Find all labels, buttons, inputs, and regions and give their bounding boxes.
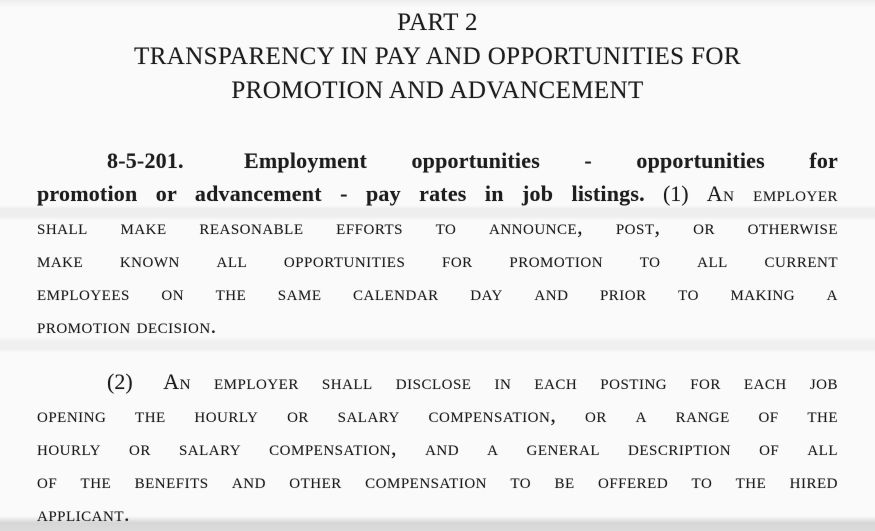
statute-text-line: opening the hourly or salary compensation, or a range of the	[37, 402, 838, 427]
subsection-2-marker: (2)	[107, 369, 133, 394]
part-number: PART 2	[397, 9, 478, 36]
statute-text-line	[37, 365, 838, 398]
statute-text-line: hourly or salary compensation, and a general description of all	[37, 435, 838, 460]
statute-text-line: An employer shall disclose in each posting for each job	[163, 369, 838, 394]
statute-text-line: make known all opportunities for promotion to all current	[37, 247, 838, 272]
statute-text-line: employees on the same calendar day and prior to making a	[37, 280, 838, 305]
statute-text-line: shall make reasonable efforts to announce, post, or otherwise	[37, 214, 838, 239]
subsection-1-paragraph	[37, 144, 838, 342]
subsection-2-paragraph	[37, 365, 838, 530]
statute-text-line: of the benefits and other compensation to be offered to the hired	[37, 468, 838, 493]
subsection-1-marker: (1)	[662, 181, 689, 206]
statute-text-line: promotion decision.	[37, 313, 217, 338]
statute-text-line: An employer	[706, 181, 839, 206]
catchline-text-1: Employment opportunities - opportunities for	[244, 148, 839, 173]
part-title-line-1: TRANSPARENCY IN PAY AND OPPORTUNITIES FOR	[134, 43, 741, 70]
statute-text-line: applicant.	[37, 501, 131, 526]
catchline-line-2	[37, 177, 838, 210]
part-title-line-2: PROMOTION AND ADVANCEMENT	[231, 77, 644, 104]
catchline-line-1	[37, 144, 838, 177]
part-heading	[37, 6, 838, 108]
catchline-text-2: promotion or advancement - pay rates in job listings.	[37, 181, 645, 206]
section-number: 8-5-201.	[107, 148, 184, 173]
